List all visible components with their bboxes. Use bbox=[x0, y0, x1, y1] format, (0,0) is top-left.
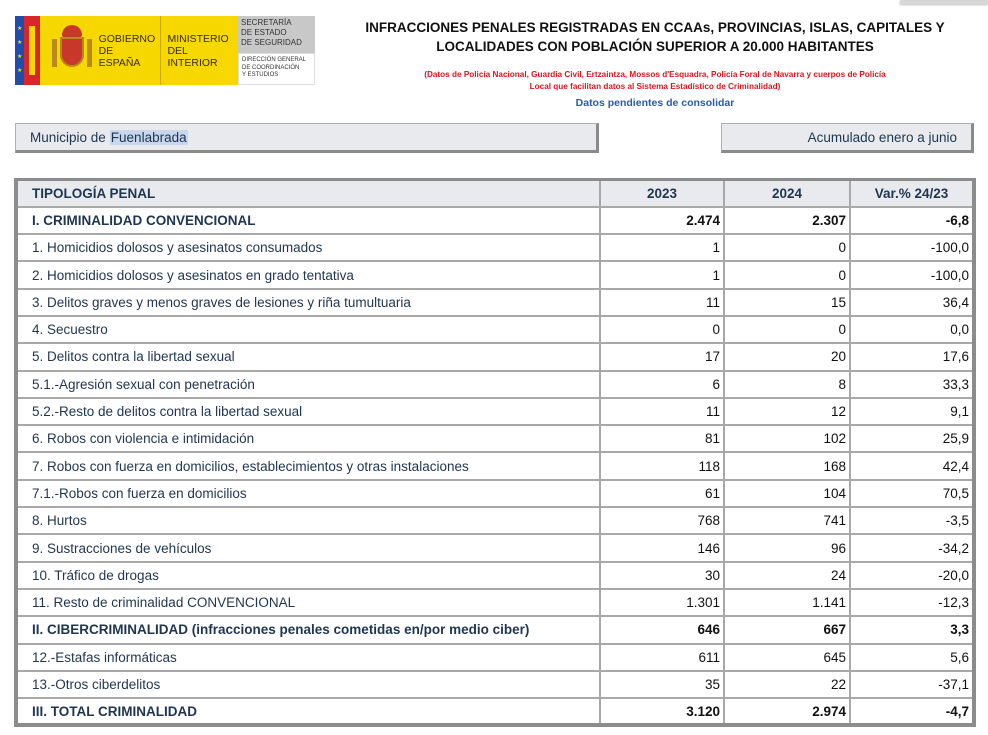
table-row bbox=[16, 343, 974, 370]
value-2023[interactable]: 768 bbox=[600, 507, 724, 534]
table-row bbox=[16, 644, 974, 671]
value-2024[interactable]: 24 bbox=[724, 562, 850, 589]
table-row bbox=[16, 562, 974, 589]
column-header-variation[interactable]: Var.% 24/23 bbox=[850, 180, 974, 207]
column-header-typology[interactable]: TIPOLOGÍA PENAL bbox=[16, 180, 600, 207]
column-header-2023[interactable]: 2023 bbox=[600, 180, 724, 207]
table-row bbox=[16, 371, 974, 398]
value-2023[interactable]: 61 bbox=[600, 480, 724, 507]
table-row bbox=[16, 234, 974, 261]
table-row bbox=[16, 452, 974, 479]
row-label[interactable]: II. CIBERCRIMINALIDAD (infracciones penales cometidas en/por medio ciber) bbox=[16, 616, 600, 643]
value-variation[interactable]: 9,1 bbox=[850, 398, 974, 425]
value-2023[interactable]: 1 bbox=[600, 261, 724, 288]
table-row bbox=[16, 207, 974, 234]
table-row bbox=[16, 698, 974, 725]
value-variation[interactable]: 17,6 bbox=[850, 343, 974, 370]
value-variation[interactable]: -20,0 bbox=[850, 562, 974, 589]
data-sources-note: (Datos de Policía Nacional, Guardia Civil, Ertzaintza, Mossos d'Esquadra, Policía Foral de Navarra y cuerpos de Policía Local que facilitan datos al Sistema Estadístico de Criminalidad) bbox=[424, 70, 886, 91]
column-header-2024[interactable]: 2024 bbox=[724, 180, 850, 207]
value-2024[interactable]: 2.974 bbox=[724, 698, 850, 725]
value-2024[interactable]: 102 bbox=[724, 425, 850, 452]
value-2023[interactable]: 6 bbox=[600, 371, 724, 398]
value-2023[interactable]: 30 bbox=[600, 562, 724, 589]
eu-spain-flag-icon: ★ ★ ★ ★ bbox=[15, 16, 40, 85]
value-variation[interactable]: 70,5 bbox=[850, 480, 974, 507]
row-label[interactable]: 2. Homicidios dolosos y asesinatos en grado tentativa bbox=[16, 261, 600, 288]
row-label[interactable]: 5.1.-Agresión sexual con penetración bbox=[16, 371, 600, 398]
value-2024[interactable]: 667 bbox=[724, 616, 850, 643]
value-2024[interactable]: 22 bbox=[724, 671, 850, 698]
value-variation[interactable]: 25,9 bbox=[850, 425, 974, 452]
table-header-row bbox=[16, 180, 974, 207]
value-variation[interactable]: -34,2 bbox=[850, 534, 974, 561]
value-2024[interactable]: 0 bbox=[724, 316, 850, 343]
table-row bbox=[16, 480, 974, 507]
period-label: Acumulado enero a junio bbox=[807, 129, 957, 145]
value-variation[interactable]: -100,0 bbox=[850, 234, 974, 261]
value-2023[interactable]: 646 bbox=[600, 616, 724, 643]
value-2023[interactable]: 2.474 bbox=[600, 207, 724, 234]
pending-consolidation-note: Datos pendientes de consolidar bbox=[575, 97, 735, 109]
row-label[interactable]: 7.1.-Robos con fuerza en domicilios bbox=[16, 480, 600, 507]
value-2023[interactable]: 17 bbox=[600, 343, 724, 370]
value-2024[interactable]: 1.141 bbox=[724, 589, 850, 616]
table-row bbox=[16, 316, 974, 343]
value-2023[interactable]: 146 bbox=[600, 534, 724, 561]
page-title: INFRACCIONES PENALES REGISTRADAS EN CCAAs, PROVINCIAS, ISLAS, CAPITALES Y LOCALIDADES CON POBLACIÓN SUPERIOR A 20.000 HABITANTES bbox=[365, 20, 945, 54]
row-label[interactable]: 9. Sustracciones de vehículos bbox=[16, 534, 600, 561]
table-row bbox=[16, 261, 974, 288]
secretaria-label: SECRETARÍA DE ESTADO DE SEGURIDAD bbox=[238, 16, 315, 53]
value-2023[interactable]: 611 bbox=[600, 644, 724, 671]
value-variation[interactable]: -4,7 bbox=[850, 698, 974, 725]
value-variation[interactable]: 36,4 bbox=[850, 289, 974, 316]
crime-statistics-table bbox=[14, 178, 976, 727]
value-variation[interactable]: -100,0 bbox=[850, 261, 974, 288]
value-variation[interactable]: -37,1 bbox=[850, 671, 974, 698]
value-2024[interactable]: 0 bbox=[724, 261, 850, 288]
table-row bbox=[16, 507, 974, 534]
row-label[interactable]: III. TOTAL CRIMINALIDAD bbox=[16, 698, 600, 725]
row-label[interactable]: 5.2.-Resto de delitos contra la libertad sexual bbox=[16, 398, 600, 425]
row-label[interactable]: 11. Resto de criminalidad CONVENCIONAL bbox=[16, 589, 600, 616]
table-row bbox=[16, 589, 974, 616]
table-row bbox=[16, 289, 974, 316]
value-variation[interactable]: 0,0 bbox=[850, 316, 974, 343]
value-variation[interactable]: 33,3 bbox=[850, 371, 974, 398]
coat-of-arms-icon bbox=[52, 25, 91, 77]
gobierno-label: GOBIERNO DE ESPAÑA bbox=[98, 32, 156, 69]
value-2023[interactable]: 118 bbox=[600, 452, 724, 479]
value-2023[interactable]: 11 bbox=[600, 398, 724, 425]
value-2024[interactable]: 8 bbox=[724, 371, 850, 398]
municipality-name[interactable]: Fuenlabrada bbox=[110, 129, 187, 145]
value-variation[interactable]: -6,8 bbox=[850, 207, 974, 234]
table-row bbox=[16, 398, 974, 425]
table-row bbox=[16, 616, 974, 643]
row-label[interactable]: 8. Hurtos bbox=[16, 507, 600, 534]
value-2024[interactable]: 15 bbox=[724, 289, 850, 316]
value-2024[interactable]: 741 bbox=[724, 507, 850, 534]
value-2024[interactable]: 104 bbox=[724, 480, 850, 507]
value-variation[interactable]: -3,5 bbox=[850, 507, 974, 534]
value-variation[interactable]: -12,3 bbox=[850, 589, 974, 616]
municipality-prefix: Municipio de bbox=[30, 129, 106, 145]
table-row bbox=[16, 671, 974, 698]
value-2024[interactable]: 0 bbox=[724, 234, 850, 261]
table-row bbox=[16, 425, 974, 452]
value-2024[interactable]: 12 bbox=[724, 398, 850, 425]
ministry-logo bbox=[15, 16, 315, 85]
row-label[interactable]: 5. Delitos contra la libertad sexual bbox=[16, 343, 600, 370]
row-label[interactable]: 13.-Otros ciberdelitos bbox=[16, 671, 600, 698]
value-2023[interactable]: 0 bbox=[600, 316, 724, 343]
ministerio-label: MINISTERIO DEL INTERIOR bbox=[160, 16, 238, 85]
value-2024[interactable]: 645 bbox=[724, 644, 850, 671]
value-variation[interactable]: 5,6 bbox=[850, 644, 974, 671]
value-2023[interactable]: 35 bbox=[600, 671, 724, 698]
row-label[interactable]: 1. Homicidios dolosos y asesinatos consumados bbox=[16, 234, 600, 261]
row-label[interactable]: 3. Delitos graves y menos graves de lesiones y riña tumultuaria bbox=[16, 289, 600, 316]
value-2023[interactable]: 3.120 bbox=[600, 698, 724, 725]
municipality-field[interactable] bbox=[15, 123, 599, 153]
value-2024[interactable]: 96 bbox=[724, 534, 850, 561]
value-2024[interactable]: 2.307 bbox=[724, 207, 850, 234]
row-label[interactable]: 6. Robos con violencia e intimidación bbox=[16, 425, 600, 452]
value-2024[interactable]: 20 bbox=[724, 343, 850, 370]
value-2024[interactable]: 168 bbox=[724, 452, 850, 479]
window-edge bbox=[900, 0, 988, 4]
value-2023[interactable]: 1 bbox=[600, 234, 724, 261]
row-label[interactable]: 4. Secuestro bbox=[16, 316, 600, 343]
value-2023[interactable]: 11 bbox=[600, 289, 724, 316]
row-label[interactable]: I. CRIMINALIDAD CONVENCIONAL bbox=[16, 207, 600, 234]
table-row bbox=[16, 534, 974, 561]
value-variation[interactable]: 3,3 bbox=[850, 616, 974, 643]
value-2023[interactable]: 1.301 bbox=[600, 589, 724, 616]
period-field[interactable] bbox=[721, 123, 974, 153]
value-variation[interactable]: 42,4 bbox=[850, 452, 974, 479]
value-2023[interactable]: 81 bbox=[600, 425, 724, 452]
row-label[interactable]: 7. Robos con fuerza en domicilios, establecimientos y otras instalaciones bbox=[16, 452, 600, 479]
row-label[interactable]: 10. Tráfico de drogas bbox=[16, 562, 600, 589]
row-label[interactable]: 12.-Estafas informáticas bbox=[16, 644, 600, 671]
direccion-label: DIRECCIÓN GENERAL DE COORDINACIÓN Y ESTUDIOS bbox=[238, 53, 315, 85]
